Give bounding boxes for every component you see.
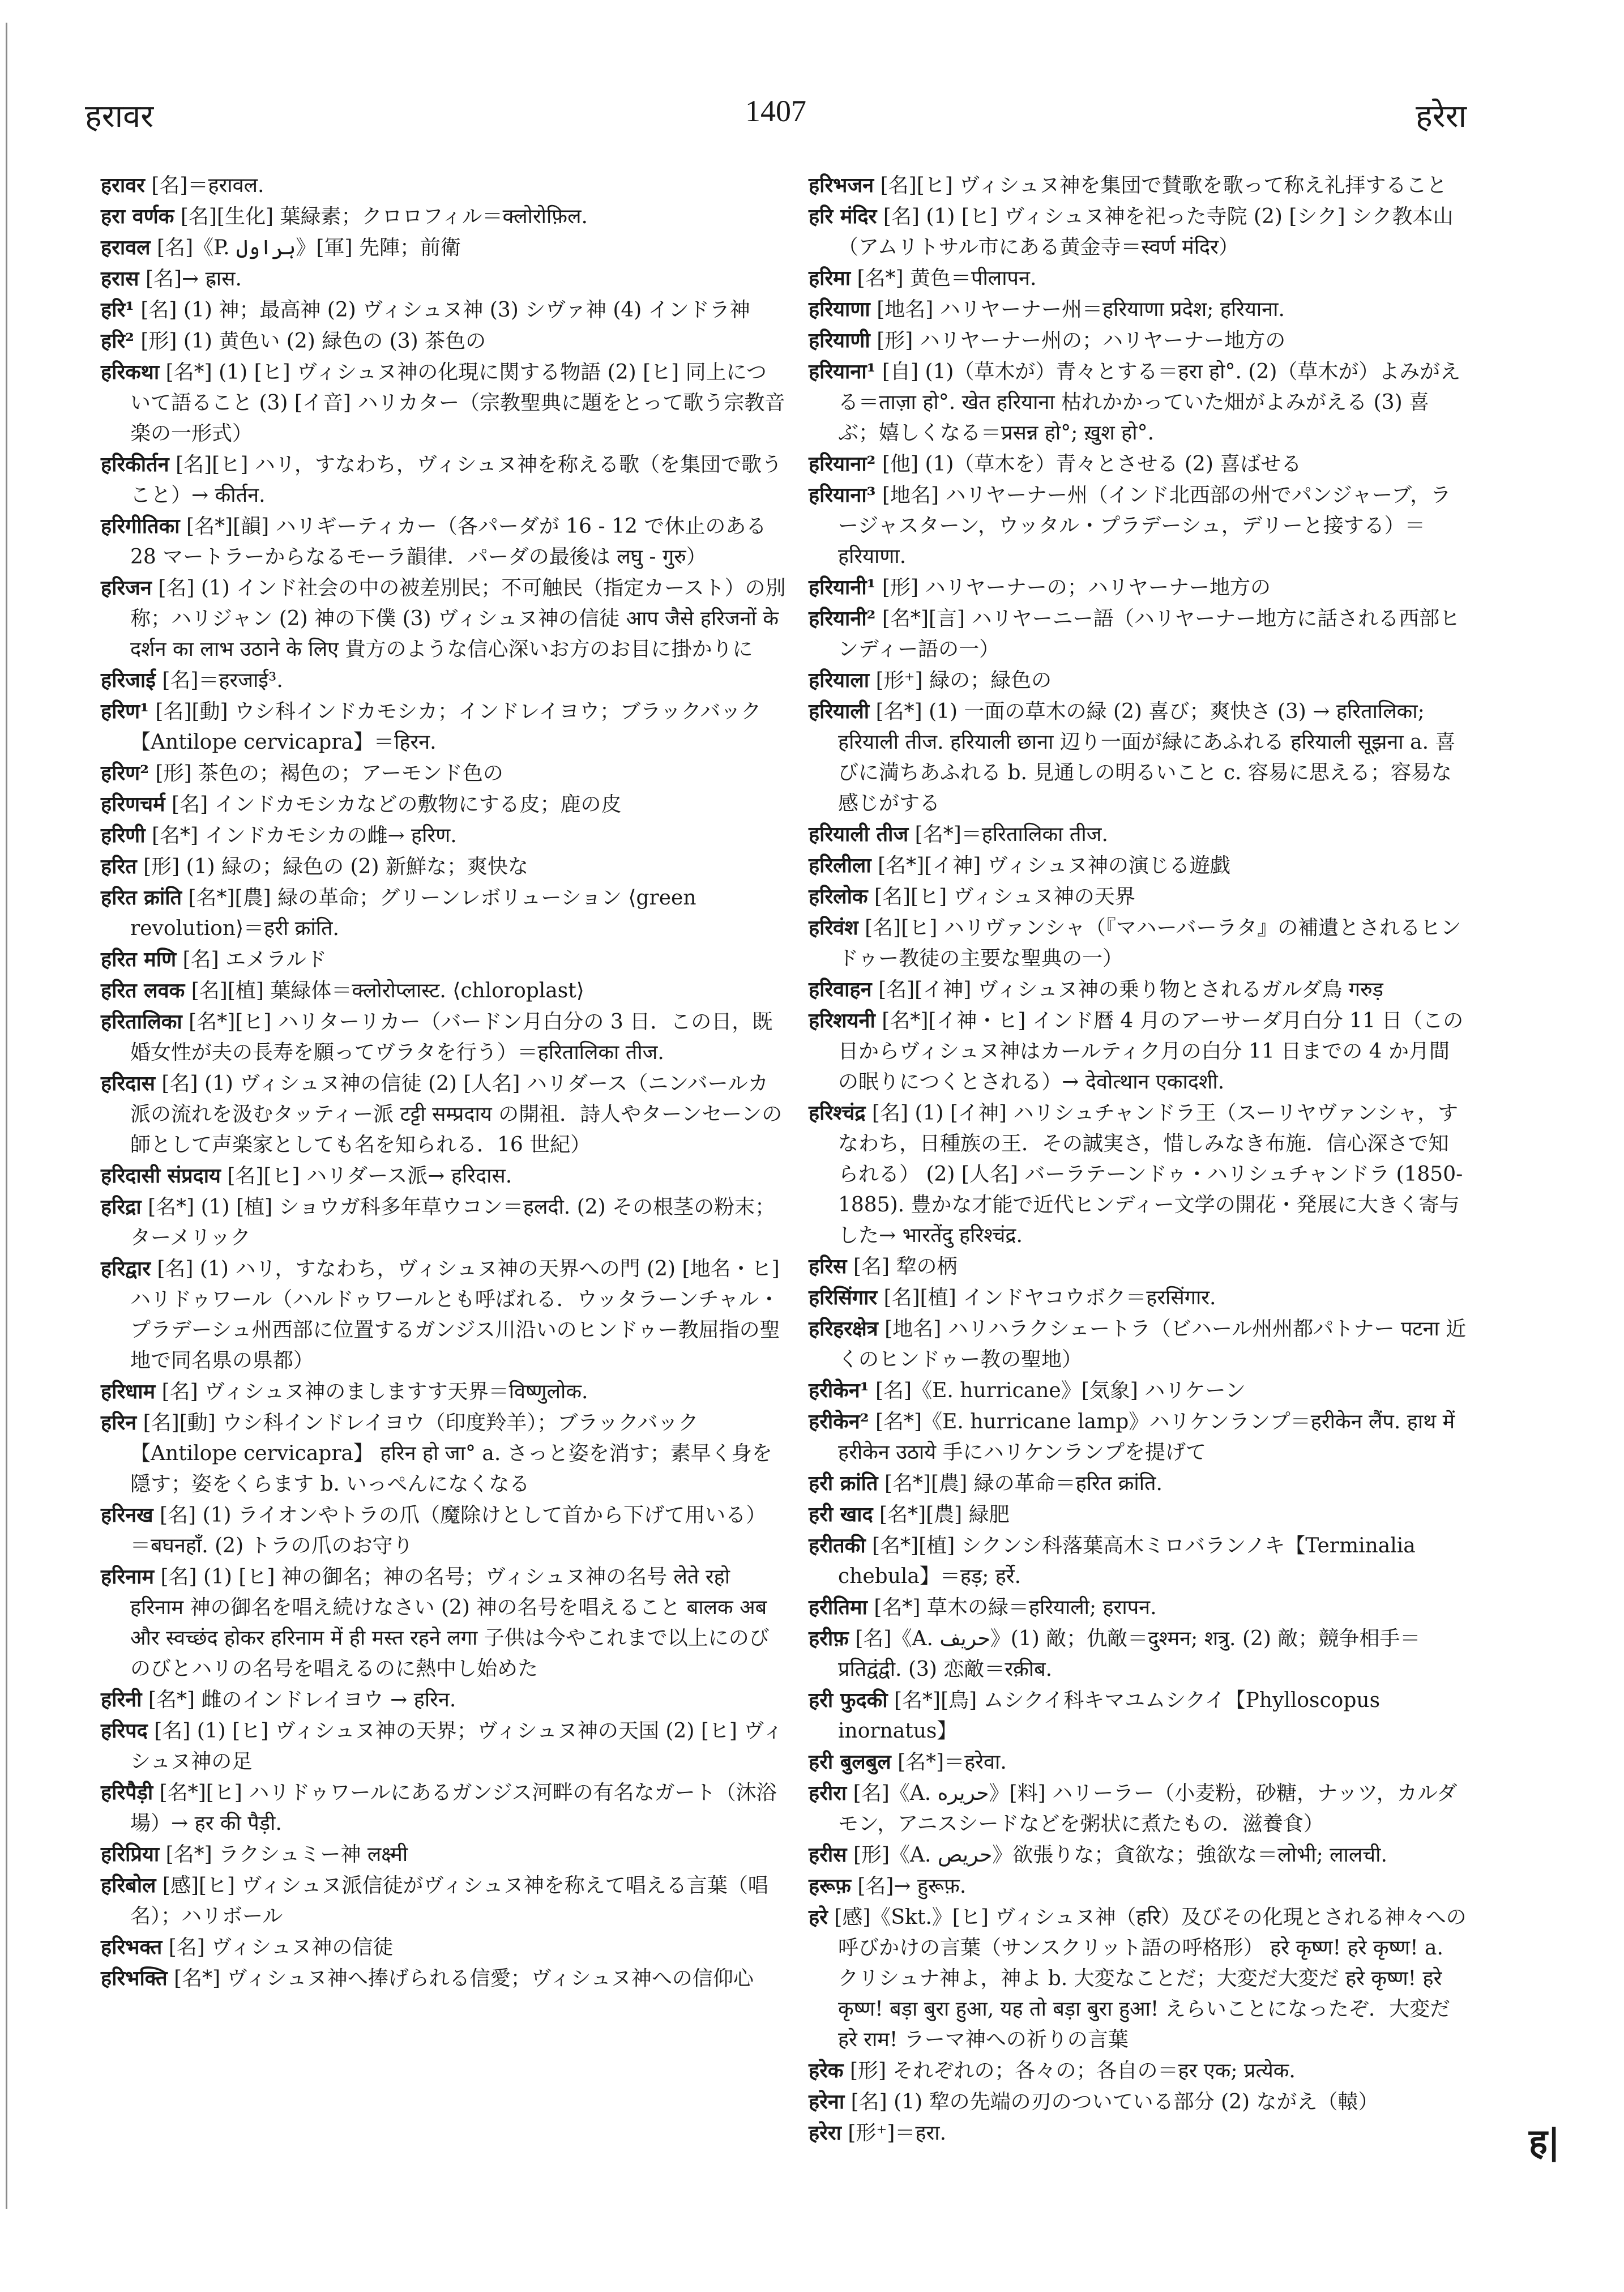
dictionary-entry	[809, 201, 1467, 263]
entry-headword: हरिण¹	[101, 699, 149, 723]
dictionary-entry	[809, 170, 1467, 201]
entry-headword: हरिद्वार	[101, 1257, 151, 1281]
dictionary-entry	[101, 1684, 786, 1715]
entry-definition: [名] (1) ライオンやトラの爪（魔除けとして首から下げて用いる）＝बघनहाँ. (2) トラの爪のお守り	[130, 1504, 767, 1557]
entry-headword: हरिनाम	[101, 1565, 154, 1589]
entry-headword: हरीकेन¹	[809, 1378, 869, 1402]
entry-definition: [名][ヒ] ヴィシュヌ神の天界	[874, 885, 1135, 908]
entry-headword: हरिबोल	[101, 1873, 156, 1897]
entry-headword: हरिप्रिया	[101, 1842, 160, 1866]
page-number: 1407	[745, 94, 806, 128]
entry-definition: [名*] (1) [植] ショウガ科多年草ウコン＝हलदी. (2) その根茎の粉末；ターメリック	[130, 1196, 776, 1249]
entry-definition: [他] (1)（草木を）青々とさせる (2) 喜ばせる	[882, 453, 1302, 476]
dictionary-entry	[809, 1313, 1467, 1375]
dictionary-entry	[101, 1715, 786, 1777]
dictionary-entry	[101, 1376, 786, 1407]
entry-definition: [名] (1) [ヒ] 神の御名；神の名号；ヴィシュヌ神の名号 लेते रहो हरिनाम 神の御名を唱え続けなさい (2) 神の名号を唱えること बालक अब और स्वच्छंद होकर हरिनाम में ही मस्त रहने लगा 子供は今やこれまで以上にのびのびとハリの名号を唱えるのに熱中し始めた	[130, 1565, 770, 1680]
entry-headword: हरियाली	[809, 699, 870, 723]
entry-headword: हरेना	[809, 2090, 845, 2114]
dictionary-entry	[101, 1500, 786, 1561]
entry-definition: [形]《A. حریص》欲張りな；貪欲な；強欲な＝लोभी; लालची.	[853, 1843, 1387, 1867]
entry-headword: हरित मणि	[101, 947, 177, 971]
entry-definition: [名*][農] 緑肥	[879, 1503, 1010, 1526]
header-last-entry: हरेरा	[1415, 98, 1467, 135]
entry-headword: हरूफ़	[809, 1874, 851, 1898]
entry-headword: हरिदासी संप्रदाय	[101, 1164, 221, 1188]
entry-headword: हरित	[101, 855, 137, 878]
dictionary-entry	[809, 1468, 1467, 1499]
entry-definition: [名*][韻] ハリギーティカー（各パーダが 16 - 12 で休止のある 28 マートラーからなるモーラ韻律．パーダの最後は लघु - गुरु）	[130, 515, 767, 569]
entry-headword: हरिणचर्म	[101, 792, 165, 816]
dictionary-entry	[809, 1251, 1467, 1282]
dictionary-entry	[101, 851, 786, 882]
entry-headword: हरियाला	[809, 668, 870, 692]
entry-definition: [名*] インドカモシカの雌→ हरिण.	[151, 824, 457, 847]
entry-headword: हरिनी	[101, 1688, 142, 1711]
dictionary-entry	[101, 1068, 786, 1160]
entry-headword: हरिद्रा	[101, 1195, 142, 1219]
entry-definition: [名*]＝हरेवा.	[898, 1751, 1007, 1774]
entry-definition: [名] エメラルド	[182, 948, 327, 971]
entry-headword: हरिसिंगार	[809, 1286, 878, 1309]
entry-definition: [名*][言] ハリヤーニー語（ハリヤーナー地方に話される西部ヒンディー語の一）	[838, 607, 1460, 661]
dictionary-entry	[101, 1777, 786, 1839]
dictionary-entry	[809, 881, 1467, 912]
dictionary-entry	[101, 294, 786, 326]
dictionary-entry	[809, 1778, 1467, 1839]
dictionary-entry	[809, 974, 1467, 1005]
entry-headword: हरी क्रांति	[809, 1471, 878, 1495]
entry-definition: [自] (1)（草木が）青々とする＝हरा हो°. (2)（草木が）よみがえる＝ताज़ा हो°. खेत हरियाना 枯れかかっていた畑がよみがえる (3) 喜ぶ；嬉しくなる＝प्रसन्न हो°; ख़ुश हो°.	[838, 360, 1461, 445]
dictionary-entry	[809, 1592, 1467, 1623]
entry-headword: हरियाना²	[809, 452, 876, 476]
entry-headword: हरीरा	[809, 1781, 847, 1805]
dictionary-entry	[809, 1406, 1467, 1468]
entry-headword: हरिनख	[101, 1503, 153, 1527]
entry-definition: [形] (1) 緑の；緑色の (2) 新鮮な；爽快な	[143, 855, 528, 878]
entry-headword: हरिवंश	[809, 916, 858, 940]
entry-definition: [形] 茶色の；褐色の；アーモンド色の	[155, 762, 503, 785]
dictionary-entry	[809, 1282, 1467, 1313]
dictionary-entry	[101, 944, 786, 975]
entry-headword: हरावर	[101, 173, 145, 197]
entry-definition: [名]《E. hurricane》[気象] ハリケーン	[875, 1379, 1246, 1402]
entry-definition: [名][植] インドヤコウボク＝हरसिंगार.	[883, 1286, 1216, 1309]
dictionary-entry	[101, 1407, 786, 1500]
entry-definition: [名*]＝हरितालिका तीज.	[914, 823, 1108, 846]
dictionary-entry	[809, 665, 1467, 696]
thumb-index-tab: ह|	[1529, 2121, 1561, 2162]
entry-definition: [名*][イ神] ヴィシュヌ神の演じる遊戯	[878, 854, 1230, 877]
entry-headword: हरिधाम	[101, 1380, 156, 1403]
dictionary-entry	[809, 2118, 1467, 2149]
dictionary-entry	[101, 1963, 786, 1994]
dictionary-entry	[101, 357, 786, 449]
entry-definition: [名*] (1) 一面の草木の緑 (2) 喜び；爽快さ (3) → हरितालिका; हरियाली तीज. हरियाली छाना 辺り一面が緑にあふれる हरियाली सूझना a. 喜びに満ちあふれる b. 見通しの明るいこと c. 容易に思える；容易な感じがする	[838, 700, 1456, 815]
entry-definition: [名]《A. حریف》(1) 敵；仇敵＝दुश्मन; शत्रु. (2) 敵；競争相手＝प्रतिद्वंद्वी. (3) 恋敵＝रक़ीब.	[838, 1627, 1421, 1681]
dictionary-entry	[101, 201, 786, 232]
right-column	[809, 170, 1467, 2149]
entry-definition: [名]＝हरजाई³.	[162, 669, 283, 692]
entry-headword: हरियानी²	[809, 607, 876, 630]
entry-definition: [名*][ヒ] ハリターリカー（バードン月白分の 3 日．この日，既婚女性が夫の長寿を願ってヴラタを行う）＝हरितालिका तीज.	[130, 1010, 773, 1064]
dictionary-entry	[809, 263, 1467, 294]
entry-definition: [名][動] ウシ科インドレイヨウ（印度羚羊）；ブラックバック【Antilope cervicapra】 हरिन हो जा° a. さっと姿を消す；素早く身を隠す；姿をくらます b. いっぺんになくなる	[130, 1411, 772, 1496]
entry-definition: [名] (1) [イ神] ハリシュチャンドラ王（スーリヤヴァンシャ，すなわち，日種族の王．その誠実さ，惜しみなき布施．信心深さで知られる） (2) [人名] バーラテーンドゥ・ハリシュチャンドラ (1850-1885). 豊かな才能で近代ヒンディー文学の開花・発展に大きく寄与した→ भारतेंदु हरिश्चंद्र.	[838, 1102, 1463, 1247]
entry-definition: [名]＝हरावल.	[151, 174, 264, 197]
dictionary-entry	[101, 975, 786, 1006]
entry-headword: हरियाणा	[809, 297, 870, 321]
entry-definition: [名]《A. حریره》[料] ハリーラー（小麦粉，砂糖，ナッツ，カルダモン，アニスシードなどを粥状に煮たもの．滋養食）	[838, 1782, 1458, 1836]
dictionary-entry	[101, 326, 786, 357]
entry-definition: [名] (1) 犂の先端の刃のついている部分 (2) ながえ（轅）	[851, 2090, 1379, 2114]
entry-headword: हरितालिका	[101, 1010, 182, 1034]
entry-definition: [名]→ हुरूफ़.	[857, 1875, 967, 1898]
entry-headword: हरा वर्णक	[101, 204, 174, 228]
entry-definition: [名*] 雌のインドレイヨウ → हरिन.	[148, 1688, 456, 1711]
entry-headword: हरिभक्ति	[101, 1966, 168, 1990]
entry-headword: हरेक	[809, 2059, 844, 2082]
entry-definition: [地名] ハリヤーナー州（インド北西部の州でパンジャーブ，ラージャスターン，ウッタル・プラデーシュ，デリーと接する）＝हरियाणा.	[838, 484, 1451, 568]
entry-headword: हरिणी	[101, 823, 146, 847]
dictionary-entry	[101, 511, 786, 573]
entry-definition: [名][ヒ] ヴィシュヌ神を集団で賛歌を歌って称え礼拝すること	[880, 174, 1447, 197]
dictionary-entry	[101, 820, 786, 851]
entry-definition: [名*][鳥] ムシクイ科キマユムシクイ【Phylloscopus inornatus】	[838, 1689, 1381, 1743]
entry-definition: [名][ヒ] ハリヴァンシャ（『マハーバーラタ』の補遺とされるヒンドゥー教徒の主要な聖典の一）	[838, 916, 1461, 970]
dictionary-entry	[101, 1006, 786, 1068]
entry-definition: [地名] ハリヤーナー州＝हरियाणा प्रदेश; हरियाना.	[877, 298, 1285, 321]
page-header	[85, 93, 1467, 144]
dictionary-entry	[809, 480, 1467, 572]
entry-headword: हरिमा	[809, 266, 851, 290]
entry-definition: [名][ヒ] ハリダース派→ हरिदास.	[227, 1164, 512, 1188]
entry-headword: हरावल	[101, 236, 151, 259]
entry-headword: हरिहरक्षेत्र	[809, 1317, 878, 1341]
entry-headword: हरिभक्त	[101, 1935, 163, 1959]
dictionary-entry	[101, 263, 786, 294]
dictionary-entry	[101, 1839, 786, 1870]
entry-headword: हरियाली तीज	[809, 822, 909, 846]
entry-headword: हरेरा	[809, 2121, 841, 2145]
entry-headword: हरीफ़	[809, 1627, 849, 1650]
left-column	[101, 170, 786, 1994]
entry-headword: हरियाना³	[809, 483, 876, 507]
dictionary-entry	[809, 696, 1467, 819]
dictionary-entry	[101, 665, 786, 696]
dictionary-entry	[809, 2055, 1467, 2086]
entry-headword: हरिकीर्तन	[101, 453, 169, 476]
entry-headword: हरिभजन	[809, 173, 874, 197]
entry-definition: [名] 犂の柄	[853, 1255, 958, 1278]
dictionary-entry	[809, 572, 1467, 603]
entry-headword: हरीतिमा	[809, 1595, 867, 1619]
entry-headword: हरीतकी	[809, 1534, 866, 1557]
entry-definition: [名] (1) 神；最高神 (2) ヴィシュヌ神 (3) シヴァ神 (4) インドラ神	[140, 298, 750, 322]
entry-definition: [名*]《E. hurricane lamp》ハリケンランプ＝हरीकेन लैंप. हाथ में हरीकेन उठाये 手にハリケンランプを提げて	[838, 1410, 1455, 1464]
dictionary-entry	[101, 232, 786, 263]
entry-headword: हरिस	[809, 1254, 847, 1278]
entry-headword: हरि²	[101, 329, 134, 353]
entry-headword: हरी बुलबुल	[809, 1750, 891, 1774]
entry-definition: [名] (1) インド社会の中の被差別民；不可触民（指定カースト）の別称；ハリジャン (2) 神の下僕 (3) ヴィシュヌ神の信徒 आप जैसे हरिजनों के दर्शन का लाभ उठाने के लिए 貴方のような信心深いお方のお目に掛かりに	[130, 577, 786, 661]
entry-definition: [形⁺]＝हरा.	[848, 2122, 947, 2145]
entry-headword: हरिण²	[101, 761, 149, 785]
dictionary-entry	[809, 1623, 1467, 1685]
dictionary-entry	[809, 2086, 1467, 2118]
entry-definition: [名*] 草木の緑＝हरियाली; हरापन.	[874, 1596, 1157, 1619]
entry-headword: हरियाणी	[809, 328, 870, 352]
entry-headword: हरिगीतिका	[101, 514, 180, 538]
entry-headword: हरिशयनी	[809, 1009, 875, 1032]
dictionary-entry	[809, 294, 1467, 325]
entry-headword: हरिलोक	[809, 885, 868, 908]
entry-headword: हरिवाहन	[809, 978, 872, 1001]
dictionary-entry	[101, 696, 786, 758]
entry-definition: [名] (1) ヴィシュヌ神の信徒 (2) [人名] ハリダース（ニンバールカ派の流れを汲むタッティー派 टट्टी सम्प्रदाय の開祖．詩人やターンセーンの師として声楽家としても名を知られる．16 世紀）	[130, 1072, 783, 1156]
dictionary-entry	[101, 170, 786, 201]
entry-headword: हरिजाई	[101, 668, 156, 692]
dictionary-entry	[809, 1747, 1467, 1778]
dictionary-entry	[101, 1192, 786, 1253]
dictionary-entry	[101, 882, 786, 944]
entry-headword: हरास	[101, 267, 139, 291]
entry-headword: हरे	[809, 1905, 828, 1929]
entry-definition: [形⁺] 緑の；緑色の	[875, 669, 1052, 692]
entry-definition: [名] インドカモシカなどの敷物にする皮；鹿の皮	[172, 793, 622, 816]
dictionary-entry	[101, 449, 786, 511]
dictionary-entry	[809, 325, 1467, 356]
entry-definition: [名*] (1) [ヒ] ヴィシュヌ神の化現に関する物語 (2) [ヒ] 同上について語ること (3) [イ音] ハリカター（宗教聖典に題をとって歌う宗教音楽の一形式）	[130, 361, 785, 445]
entry-headword: हरिश्चंद्र	[809, 1101, 866, 1125]
scan-edge-line	[6, 23, 7, 2209]
dictionary-entry	[101, 573, 786, 665]
entry-definition: [名] ヴィシュヌ神の信徒	[168, 1936, 394, 1959]
entry-definition: [名][イ神] ヴィシュヌ神の乗り物とされるガルダ鳥 गरुड़	[878, 978, 1383, 1001]
entry-definition: [名*][農] 緑の革命＝हरित क्रांति.	[884, 1472, 1163, 1495]
dictionary-entry	[809, 1005, 1467, 1098]
entry-definition: [形] (1) 黄色い (2) 緑色の (3) 茶色の	[140, 330, 486, 353]
entry-definition: [名*] ヴィシュヌ神へ捧げられる信愛；ヴィシュヌ神への信仰心	[174, 1967, 754, 1990]
entry-definition: [感][ヒ] ヴィシュヌ派信徒がヴィシュヌ神を称えて唱える言葉（唱名）；ハリボール	[130, 1874, 768, 1928]
dictionary-entry	[101, 1160, 786, 1192]
entry-headword: हरिपद	[101, 1719, 148, 1743]
entry-headword: हरि मंदिर	[809, 204, 877, 228]
dictionary-entry	[809, 1685, 1467, 1747]
entry-definition: [名*][イ神・ヒ] インド暦 4 月のアーサーダ月白分 11 日（この日からヴィシュヌ神はカールティク月の白分 11 日までの 4 か月間の眠りにつくとされる）→ देवोत्थान एकादशी.	[838, 1009, 1464, 1094]
dictionary-entry	[809, 819, 1467, 850]
entry-headword: हरीकेन²	[809, 1410, 869, 1433]
dictionary-entry	[101, 1870, 786, 1932]
entry-headword: हरिपैड़ी	[101, 1781, 153, 1804]
dictionary-entry	[809, 1902, 1467, 2055]
entry-headword: हरियानी¹	[809, 575, 876, 599]
entry-definition: [名*] 黄色＝पीलापन.	[857, 267, 1037, 290]
entry-headword: हरिजन	[101, 576, 152, 600]
entry-definition: [名]→ ह्रास.	[145, 267, 242, 291]
dictionary-entry	[809, 1530, 1467, 1592]
entry-definition: [名] (1) [ヒ] ヴィシュヌ神を祀った寺院 (2) [シク] シク教本山（アムリトサル市にある黄金寺＝स्वर्ण मंदिर）	[838, 205, 1454, 259]
dictionary-entry	[809, 1499, 1467, 1530]
dictionary-entry	[809, 356, 1467, 449]
entry-definition: [名*][農] 緑の革命；グリーンレボリューション ⟨green revolution⟩＝हरी क्रांति.	[130, 886, 696, 940]
entry-definition: [名*][ヒ] ハリドゥワールにあるガンジス河畔の有名なガート（沐浴場）→ हर की पैड़ी.	[130, 1781, 777, 1835]
entry-definition: [感]《Skt.》[ヒ] ヴィシュヌ神（हरि）及びその化現とされる神々への呼びかけの言葉（サンスクリット語の呼格形） हरे कृष्ण! हरे कृष्ण! a. クリシュナ神よ，神よ b. 大変なことだ；大変だ大変だ हरे कृष्ण! हरे कृष्ण! बड़ा बुरा हुआ, यह तो बड़ा बुरा हुआ! えらいことになったぞ．大変だ हरे राम! ラーマ神への祈りの言葉	[834, 1906, 1467, 2051]
entry-definition: [形] それぞれの；各々の；各自の＝हर एक; प्रत्येक.	[849, 2059, 1296, 2082]
entry-definition: [名][植] 葉緑体＝क्लोरोप्लास्ट. ⟨chloroplast⟩	[191, 979, 584, 1002]
entry-definition: [名] (1) ハリ，すなわち，ヴィシュヌ神の天界への門 (2) [地名・ヒ] ハリドゥワール（ハルドゥワールとも呼ばれる．ウッタラーンチャル・プラデーシュ州西部に位置するガンジス川沿いのヒンドゥー教屈指の聖地で同名県の県都）	[130, 1257, 780, 1372]
dictionary-entry	[101, 1561, 786, 1684]
entry-definition: [名] (1) [ヒ] ヴィシュヌ神の天界；ヴィシュヌ神の天国 (2) [ヒ] ヴィシュヌ神の足	[130, 1719, 784, 1773]
dictionary-entry	[101, 1932, 786, 1963]
entry-headword: हरिदास	[101, 1072, 155, 1095]
dictionary-entry	[809, 1871, 1467, 1902]
dictionary-entry	[101, 789, 786, 820]
entry-headword: हरिन	[101, 1411, 137, 1435]
entry-headword: हरियाना¹	[809, 360, 876, 383]
entry-definition: [名]《P. ہراول》[軍] 先陣；前衛	[157, 236, 461, 259]
entry-definition: [名*] ラクシュミー神 लक्ष्मी	[165, 1843, 408, 1866]
dictionary-entry	[101, 1253, 786, 1376]
entry-headword: हरी खाद	[809, 1503, 873, 1526]
entry-definition: [形] ハリヤーナー州の；ハリヤーナー地方の	[877, 329, 1286, 352]
entry-headword: हरिकथा	[101, 360, 160, 384]
entry-headword: हरित लवक	[101, 979, 185, 1002]
entry-definition: [名*][植] シクンシ科落葉高木ミロバランノキ【Terminalia chebula】＝हड़; हर्रे.	[838, 1534, 1416, 1588]
header-first-entry: हरावर	[85, 98, 154, 135]
dictionary-entry	[809, 850, 1467, 881]
dictionary-entry	[809, 449, 1467, 480]
entry-definition: [名] ヴィシュヌ神のましますす天界＝विष्णुलोक.	[161, 1380, 588, 1403]
entry-definition: [地名] ハリハラクシェートラ（ビハール州州都パトナー पटना 近くのヒンドゥー教の聖地）	[838, 1317, 1467, 1371]
entry-headword: हरि¹	[101, 298, 134, 322]
entry-definition: [名][動] ウシ科インドカモシカ；インドレイヨウ；ブラックバック【Antilope cervicapra】＝हिरन.	[130, 700, 762, 754]
dictionary-entry	[809, 912, 1467, 974]
entry-headword: हरी फुदकी	[809, 1688, 888, 1712]
entry-headword: हरित क्रांति	[101, 886, 182, 910]
dictionary-entry	[101, 758, 786, 789]
dictionary-entry	[809, 1375, 1467, 1406]
entry-headword: हरिलीला	[809, 853, 871, 877]
dictionary-entry	[809, 1098, 1467, 1251]
entry-definition: [名][ヒ] ハリ，すなわち，ヴィシュヌ神を称える歌（を集団で歌うこと）→ कीर्तन.	[130, 453, 783, 507]
entry-definition: [形] ハリヤーナーの；ハリヤーナー地方の	[882, 576, 1271, 599]
dictionary-entry	[809, 1839, 1467, 1871]
entry-definition: [名][生化] 葉緑素；クロロフィル＝क्लोरोफ़िल.	[180, 205, 588, 228]
dictionary-entry	[809, 603, 1467, 665]
entry-headword: हरीस	[809, 1843, 847, 1867]
